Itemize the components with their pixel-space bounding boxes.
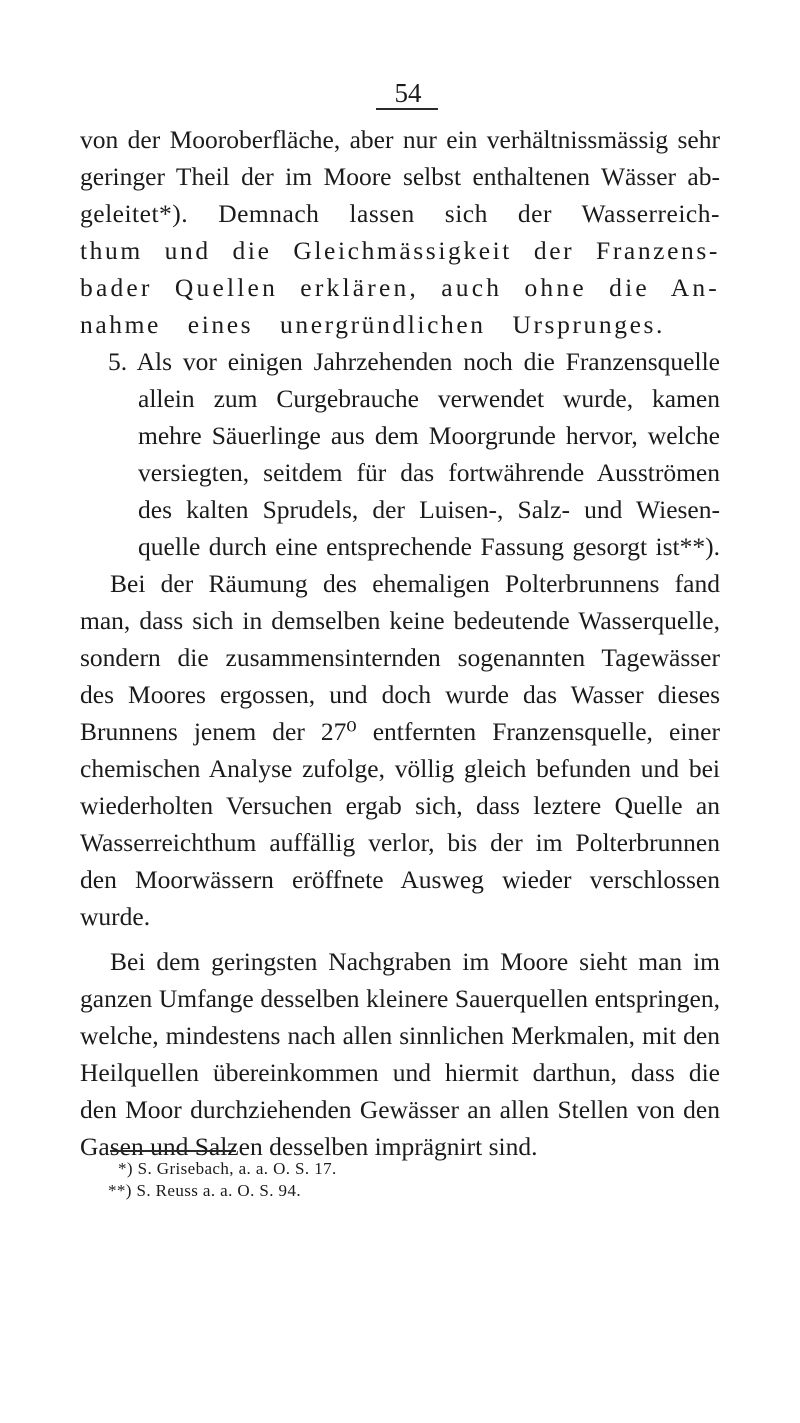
body-line: wurde. xyxy=(80,902,151,931)
body-line: welche, mindestens nach allen sinnlichen Merkmalen, mit den xyxy=(80,1021,720,1050)
body-line: ganzen Umfange desselben kleinere Sauerquellen entspringen, xyxy=(80,984,720,1013)
body-line: des Moores ergossen, und doch wurde das Wasser dieses xyxy=(80,680,720,709)
body-line: geringer Theil der im Moore selbst enthaltenen Wässer ab- xyxy=(80,162,720,191)
body-line: den Moor durchziehenden Gewässer an allen Stellen von den xyxy=(80,1095,720,1124)
body-line: allein zum Curgebrauche verwendet wurde, kamen xyxy=(138,384,720,413)
body-line: thum und die Gleichmässigkeit der Franzens- xyxy=(80,236,720,265)
body-line: Heilquellen übereinkommen und hiermit darthun, dass die xyxy=(80,1058,720,1087)
footnote-rule xyxy=(110,1150,236,1152)
page-number: 54 xyxy=(394,78,422,108)
body-line: Brunnens jenem der 27⁰ entfernten Franzensquelle, einer xyxy=(80,717,720,746)
body-line: quelle durch eine entsprechende Fassung gesorgt ist**). xyxy=(138,532,720,561)
body-line: chemischen Analyse zufolge, völlig gleich befunden und bei xyxy=(80,754,720,783)
body-line: den Moorwässern eröffnete Ausweg wieder verschlossen xyxy=(80,865,720,894)
footnote: *) S. Grisebach, a. a. O. S. 17. xyxy=(118,1159,337,1178)
body-line: geleitet*). Demnach lassen sich der Wasserreich- xyxy=(80,199,720,228)
page-number-rule xyxy=(376,108,438,110)
body-line: versiegten, seitdem für das fortwährende Ausströmen xyxy=(138,458,720,487)
body-line: Bei der Räumung des ehemaligen Polterbrunnens fand xyxy=(110,569,720,598)
body-line: bader Quellen erklären, auch ohne die An- xyxy=(80,273,720,302)
body-line: mehre Säuerlinge aus dem Moorgrunde hervor, welche xyxy=(138,421,720,450)
body-line: 5. Als vor einigen Jahrzehenden noch die Franzensquelle xyxy=(108,347,720,376)
body-line: Wasserreichthum auffällig verlor, bis der im Polterbrunnen xyxy=(80,828,720,857)
body-line: wiederholten Versuchen ergab sich, dass leztere Quelle an xyxy=(80,791,720,820)
body-line: nahme eines unergründlichen Ursprunges. xyxy=(80,310,665,339)
body-line: man, dass sich in demselben keine bedeutende Wasserquelle, xyxy=(80,606,720,635)
body-line: von der Mooroberfläche, aber nur ein verhältnissmässig sehr xyxy=(80,125,720,154)
body-line: Gasen und Salzen desselben imprägnirt sind. xyxy=(80,1132,538,1161)
body-line: des kalten Sprudels, der Luisen-, Salz- und Wiesen- xyxy=(138,495,720,524)
body-line: sondern die zusammensinternden sogenannten Tagewässer xyxy=(80,643,720,672)
footnote: **) S. Reuss a. a. O. S. 94. xyxy=(108,1181,302,1200)
body-line: Bei dem geringsten Nachgraben im Moore sieht man im xyxy=(110,947,720,976)
